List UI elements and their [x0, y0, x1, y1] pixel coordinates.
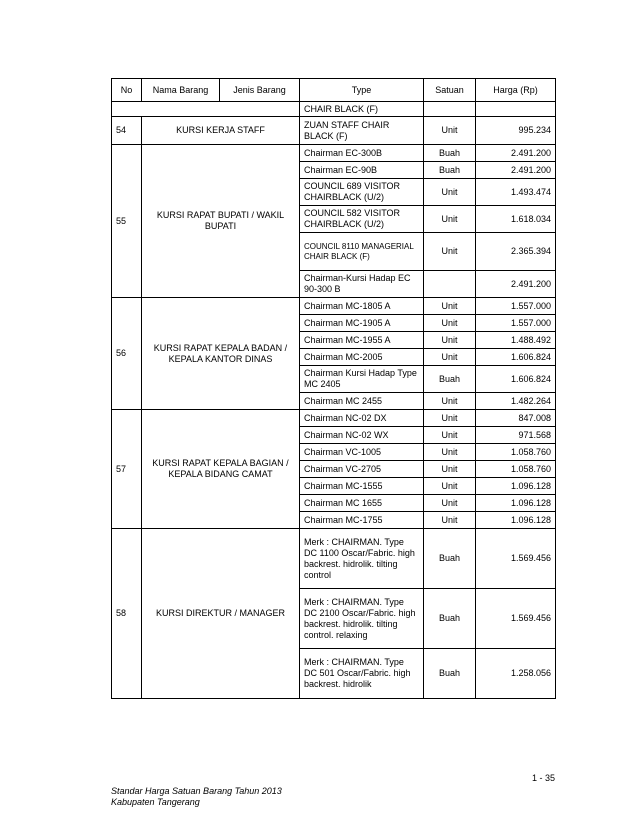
item-number: 58 — [112, 529, 142, 699]
carry-over-row — [112, 102, 556, 117]
table-row — [112, 529, 556, 589]
item-type: Merk : CHAIRMAN. Type DC 2100 Oscar/Fabric. high backrest. hidrolik. tilting control. relaxing — [300, 589, 424, 649]
item-type: COUNCIL 582 VISITOR CHAIRBLACK (U/2) — [300, 206, 424, 233]
item-unit: Unit — [424, 512, 476, 529]
item-unit: Buah — [424, 366, 476, 393]
item-type: Chairman MC-2005 — [300, 349, 424, 366]
item-type: Chairman MC 2455 — [300, 393, 424, 410]
item-unit: Unit — [424, 206, 476, 233]
item-unit: Unit — [424, 315, 476, 332]
item-unit: Buah — [424, 162, 476, 179]
header-jenis-barang: Jenis Barang — [220, 79, 300, 102]
table-body — [112, 102, 556, 699]
item-price: 2.491.200 — [476, 271, 556, 298]
item-name: KURSI KERJA STAFF — [142, 117, 300, 145]
item-price: 971.568 — [476, 427, 556, 444]
item-number: 56 — [112, 298, 142, 410]
item-price: 2.365.394 — [476, 233, 556, 271]
item-unit: Unit — [424, 179, 476, 206]
item-unit: Buah — [424, 145, 476, 162]
item-unit: Unit — [424, 444, 476, 461]
item-name: KURSI RAPAT BUPATI / WAKIL BUPATI — [142, 145, 300, 298]
item-price: 1.482.264 — [476, 393, 556, 410]
item-number: 54 — [112, 117, 142, 145]
item-type: Merk : CHAIRMAN. Type DC 1100 Oscar/Fabric. high backrest. hidrolik. tilting control — [300, 529, 424, 589]
table-row — [112, 298, 556, 315]
item-unit: Buah — [424, 649, 476, 699]
item-name: KURSI RAPAT KEPALA BAGIAN / KEPALA BIDANG CAMAT — [142, 410, 300, 529]
footer-line-2: Kabupaten Tangerang — [111, 797, 200, 807]
item-price: 1.606.824 — [476, 366, 556, 393]
item-unit: Unit — [424, 349, 476, 366]
item-type: Chairman VC-2705 — [300, 461, 424, 478]
item-type: Chairman EC-90B — [300, 162, 424, 179]
item-unit: Unit — [424, 233, 476, 271]
item-unit — [424, 271, 476, 298]
item-price: 995.234 — [476, 117, 556, 145]
item-unit: Unit — [424, 298, 476, 315]
item-price: 1.569.456 — [476, 529, 556, 589]
footer-line-1: Standar Harga Satuan Barang Tahun 2013 — [111, 786, 282, 796]
item-price: 1.618.034 — [476, 206, 556, 233]
header-satuan: Satuan — [424, 79, 476, 102]
item-name: KURSI RAPAT KEPALA BADAN / KEPALA KANTOR DINAS — [142, 298, 300, 410]
item-type: COUNCIL 8110 MANAGERIAL CHAIR BLACK (F) — [300, 233, 424, 271]
item-type: Merk : CHAIRMAN. Type DC 501 Oscar/Fabric. high backrest. hidrolik — [300, 649, 424, 699]
page-number: 1 - 35 — [531, 773, 555, 783]
carry-over-type: CHAIR BLACK (F) — [300, 102, 424, 117]
item-number: 57 — [112, 410, 142, 529]
header-nama-barang: Nama Barang — [142, 79, 220, 102]
item-price: 2.491.200 — [476, 145, 556, 162]
item-price: 1.557.000 — [476, 315, 556, 332]
item-price: 1.096.128 — [476, 495, 556, 512]
item-type: COUNCIL 689 VISITOR CHAIRBLACK (U/2) — [300, 179, 424, 206]
item-price: 1.569.456 — [476, 589, 556, 649]
header-harga: Harga (Rp) — [476, 79, 556, 102]
item-unit: Unit — [424, 427, 476, 444]
item-price: 2.491.200 — [476, 162, 556, 179]
item-type: Chairman MC-1755 — [300, 512, 424, 529]
item-unit: Unit — [424, 478, 476, 495]
item-unit: Unit — [424, 117, 476, 145]
footer — [111, 786, 282, 808]
item-type: Chairman MC-1555 — [300, 478, 424, 495]
item-unit: Buah — [424, 529, 476, 589]
item-unit: Unit — [424, 332, 476, 349]
item-unit: Buah — [424, 589, 476, 649]
item-type: Chairman NC-02 WX — [300, 427, 424, 444]
item-type: Chairman NC-02 DX — [300, 410, 424, 427]
item-price: 1.096.128 — [476, 512, 556, 529]
item-price: 1.258.056 — [476, 649, 556, 699]
item-name: KURSI DIREKTUR / MANAGER — [142, 529, 300, 699]
item-type: Chairman MC-1805 A — [300, 298, 424, 315]
item-type: Chairman MC-1955 A — [300, 332, 424, 349]
price-table — [111, 78, 556, 699]
header-type: Type — [300, 79, 424, 102]
table-row — [112, 145, 556, 162]
item-type: Chairman MC-1905 A — [300, 315, 424, 332]
item-type: Chairman VC-1005 — [300, 444, 424, 461]
item-type: ZUAN STAFF CHAIR BLACK (F) — [300, 117, 424, 145]
item-unit: Unit — [424, 410, 476, 427]
item-price: 847.008 — [476, 410, 556, 427]
header-no: No — [112, 79, 142, 102]
table-row — [112, 410, 556, 427]
item-number: 55 — [112, 145, 142, 298]
item-type: Chairman EC-300B — [300, 145, 424, 162]
item-price: 1.493.474 — [476, 179, 556, 206]
item-type: Chairman Kursi Hadap Type MC 2405 — [300, 366, 424, 393]
item-unit: Unit — [424, 461, 476, 478]
item-price: 1.058.760 — [476, 461, 556, 478]
item-unit: Unit — [424, 393, 476, 410]
item-unit: Unit — [424, 495, 476, 512]
header-row — [112, 79, 556, 102]
item-price: 1.488.492 — [476, 332, 556, 349]
item-price: 1.606.824 — [476, 349, 556, 366]
item-price: 1.058.760 — [476, 444, 556, 461]
item-price: 1.096.128 — [476, 478, 556, 495]
item-price: 1.557.000 — [476, 298, 556, 315]
item-type: Chairman-Kursi Hadap EC 90-300 B — [300, 271, 424, 298]
table-row — [112, 117, 556, 145]
item-type: Chairman MC 1655 — [300, 495, 424, 512]
